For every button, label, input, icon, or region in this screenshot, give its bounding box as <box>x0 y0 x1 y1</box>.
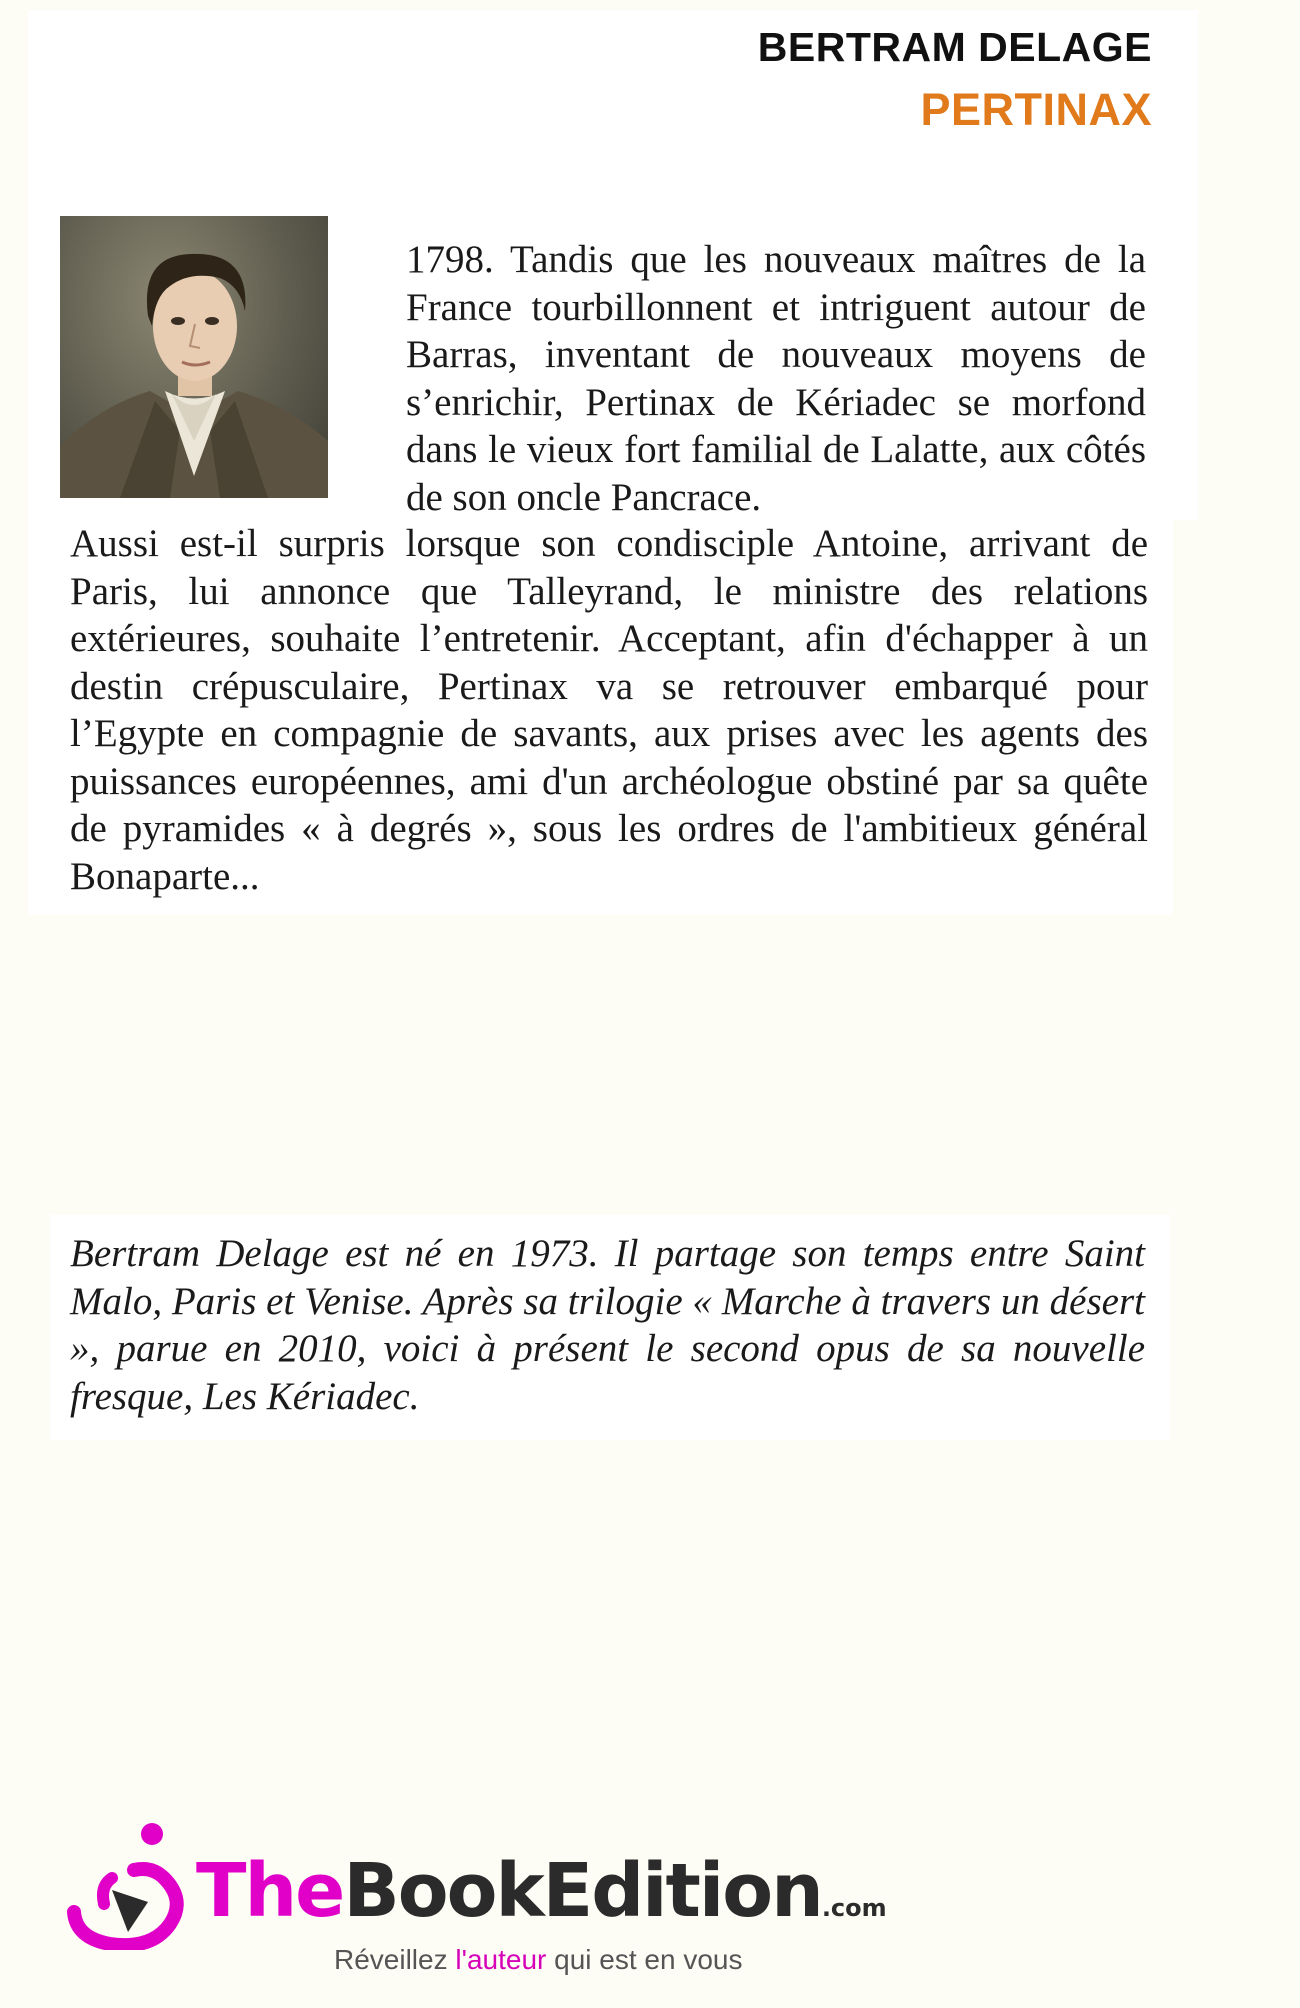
publisher-wordmark <box>196 1848 887 1934</box>
tagline-start: Réveillez <box>334 1944 456 1975</box>
publisher-logo <box>66 1820 887 1990</box>
wordmark-bookedition: BookEdition <box>343 1848 822 1934</box>
wordmark-com: .com <box>821 1894 887 1922</box>
publisher-tagline <box>334 1944 742 1976</box>
tagline-end: qui est en vous <box>546 1944 743 1975</box>
publisher-logo-icon <box>66 1820 196 1950</box>
author-portrait <box>60 216 328 498</box>
tagline-highlight: l'auteur <box>455 1944 547 1975</box>
author-name: BERTRAM DELAGE <box>757 24 1152 70</box>
synopsis-paragraph-2: Aussi est-il surpris lorsque son condisciple Antoine, arrivant de Paris, lui annonce que Talleyrand, le ministre des relations extérieures, souhaite l’entretenir. Acceptant, afin d'échapper à un destin crépusculaire, Pertinax va se retrouver embarqué pour l’Egypte en compagnie de savants, aux prises avec les agents des puissances européennes, ami d'un archéologue obstiné par sa quête de pyramides « à degrés », sous les ordres de l'ambitieux général Bonaparte... <box>70 522 1148 898</box>
book-title: PERTINAX <box>920 84 1152 135</box>
author-bio: Bertram Delage est né en 1973. Il partage son temps entre Saint Malo, Paris et Venise. Après sa trilogie « Marche à travers un désert », parue en 2010, voici à présent le second opus de sa nouvelle fresque, Les Kériadec. <box>70 1232 1145 1418</box>
synopsis-paragraph-1: 1798. Tandis que les nouveaux maîtres de la France tourbillonnent et intriguent autour de Barras, inventant de nouveaux moyens de s’enrichir, Pertinax de Kériadec se morfond dans le vieux fort familial de Lalatte, aux côtés de son oncle Pancrace. <box>406 238 1146 519</box>
wordmark-the: The <box>196 1848 344 1934</box>
